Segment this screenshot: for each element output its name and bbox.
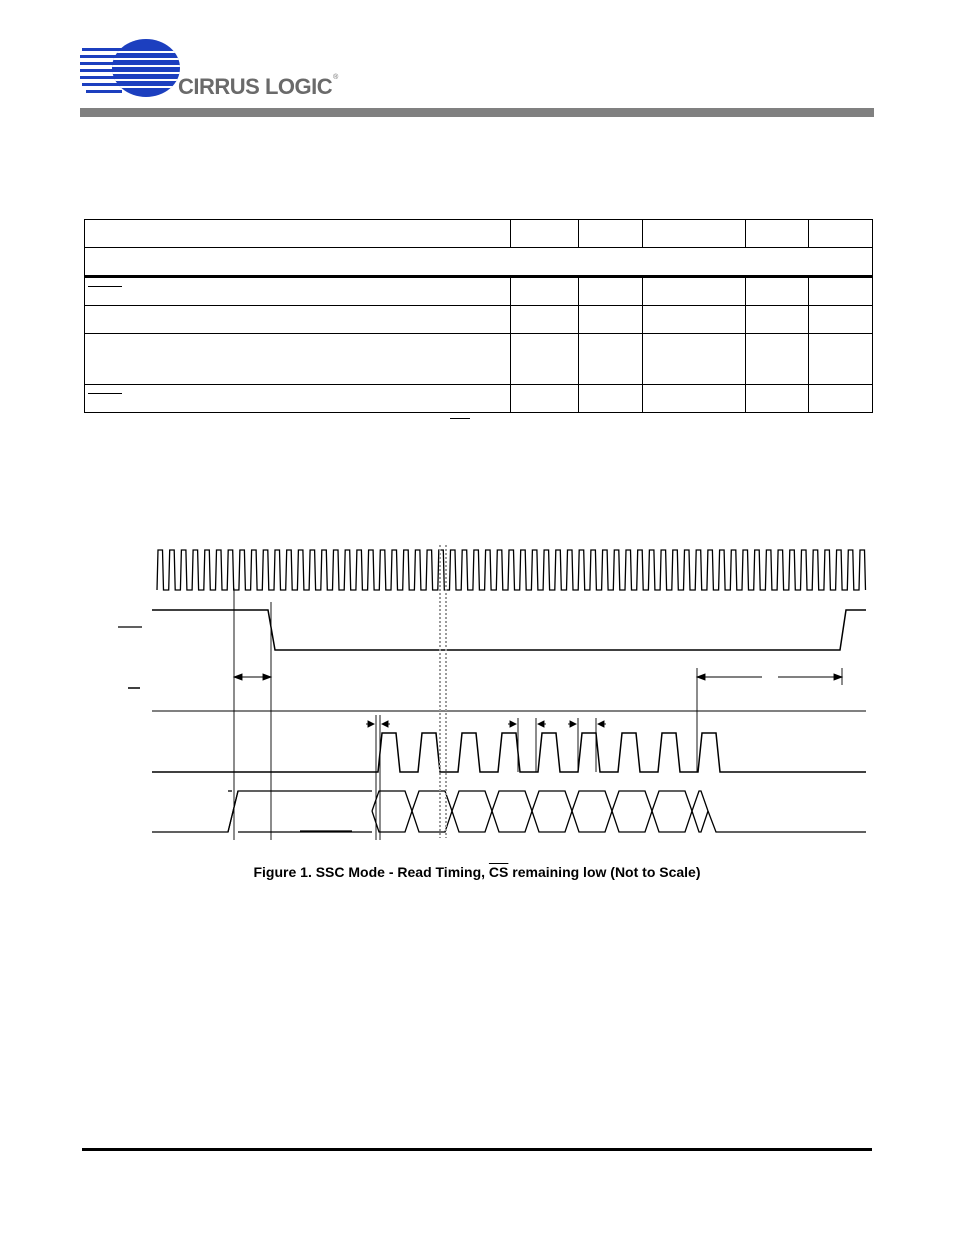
table-row — [85, 306, 873, 334]
timing-diagram-svg — [110, 540, 870, 840]
logo-wordmark: CIRRUS LOGIC® — [178, 74, 338, 99]
table-section-row — [85, 248, 873, 277]
clock-trace — [157, 550, 866, 590]
logo-globe-icon — [80, 38, 190, 100]
data-eye-top — [372, 791, 708, 811]
header-rule — [80, 108, 874, 117]
footer-rule — [82, 1148, 872, 1151]
data-eye-bottom — [372, 811, 708, 832]
setup-time-arrow — [234, 674, 271, 680]
sclk-trace — [152, 733, 866, 772]
table-row — [85, 277, 873, 306]
sclk-timing-markers — [366, 718, 606, 772]
timing-spec-table — [84, 219, 873, 413]
hold-time-arrow — [697, 674, 842, 680]
data-waveform — [152, 791, 866, 832]
data-transition — [228, 791, 238, 832]
data-trace-tail — [708, 811, 866, 832]
data-trace-top — [152, 791, 372, 832]
table-header-row — [85, 220, 873, 248]
table-row — [85, 385, 873, 413]
overbar-mark — [88, 286, 122, 287]
table-note-overbar — [450, 418, 470, 419]
table-row — [85, 334, 873, 385]
clock-waveform — [157, 550, 866, 590]
figure-caption: Figure 1. SSC Mode - Read Timing, $\overline{CS}$ remaining low (Not to Scale) — [253, 864, 701, 880]
cirrus-logic-logo — [80, 38, 360, 102]
break-marks — [440, 545, 446, 838]
overbar-mark — [88, 393, 122, 394]
timing-reference-lines — [234, 588, 842, 840]
timing-diagram — [110, 540, 870, 845]
cs-waveform — [152, 610, 866, 650]
sclk-waveform — [152, 733, 866, 772]
